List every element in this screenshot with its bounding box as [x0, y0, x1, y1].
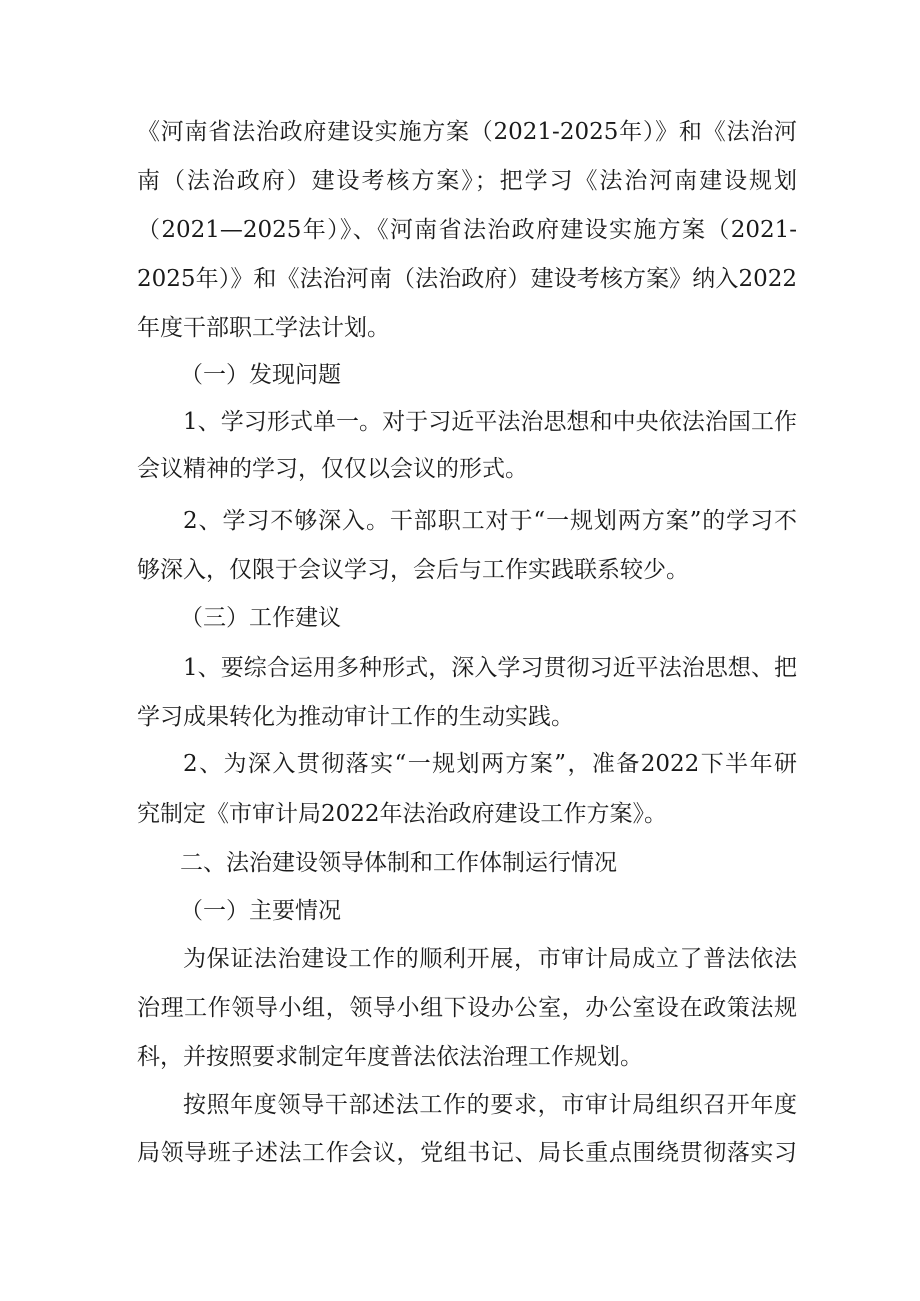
- text-line: 究制定《市审计局2022年法治政府建设工作方案》。: [137, 801, 668, 827]
- text-line: （2021—2025年）》、《河南省法治政府建设实施方案（2021-: [137, 217, 797, 243]
- text-line: 1、要综合运用多种形式，深入学习贯彻习近平法治思想、把: [183, 655, 797, 681]
- text-line: 科，并按照要求制定年度普法依法治理工作规划。: [137, 1044, 643, 1070]
- text-line: 会议精神的学习，仅仅以会议的形式。: [137, 456, 528, 482]
- text-line: 为保证法治建设工作的顺利开展，市审计局成立了普法依法: [183, 946, 797, 972]
- text-line: 够深入，仅限于会议学习，会后与工作实践联系较少。: [137, 557, 689, 583]
- section-heading: （一）发现问题: [180, 362, 341, 388]
- text-line: 2、为深入贯彻落实“一规划两方案”，准备2022下半年研: [183, 751, 797, 777]
- text-line: 学习成果转化为推动审计工作的生动实践。: [137, 704, 574, 730]
- text-line: 治理工作领导小组，领导小组下设办公室，办公室设在政策法规: [137, 995, 797, 1021]
- text-line: 年度干部职工学法计划。: [137, 315, 390, 341]
- text-line: 按照年度领导干部述法工作的要求，市审计局组织召开年度: [183, 1092, 797, 1118]
- text-line: 2、学习不够深入。干部职工对于“一规划两方案”的学习不: [183, 508, 797, 534]
- text-line: 南（法治政府）建设考核方案》；把学习《法治河南建设规划: [137, 168, 797, 194]
- text-line: 局领导班子述法工作会议，党组书记、局长重点围绕贯彻落实习: [137, 1140, 797, 1166]
- text-line: 《河南省法治政府建设实施方案（2021-2025年）》和《法治河: [137, 119, 797, 145]
- text-line: 1、学习形式单一。对于习近平法治思想和中央依法治国工作: [183, 409, 797, 435]
- text-line: 2025年）》和《法治河南（法治政府）建设考核方案》纳入2022: [137, 266, 797, 292]
- section-heading: 二、法治建设领导体制和工作体制运行情况: [180, 850, 617, 876]
- section-heading: （三）工作建议: [180, 605, 341, 631]
- section-heading: （一）主要情况: [180, 898, 341, 924]
